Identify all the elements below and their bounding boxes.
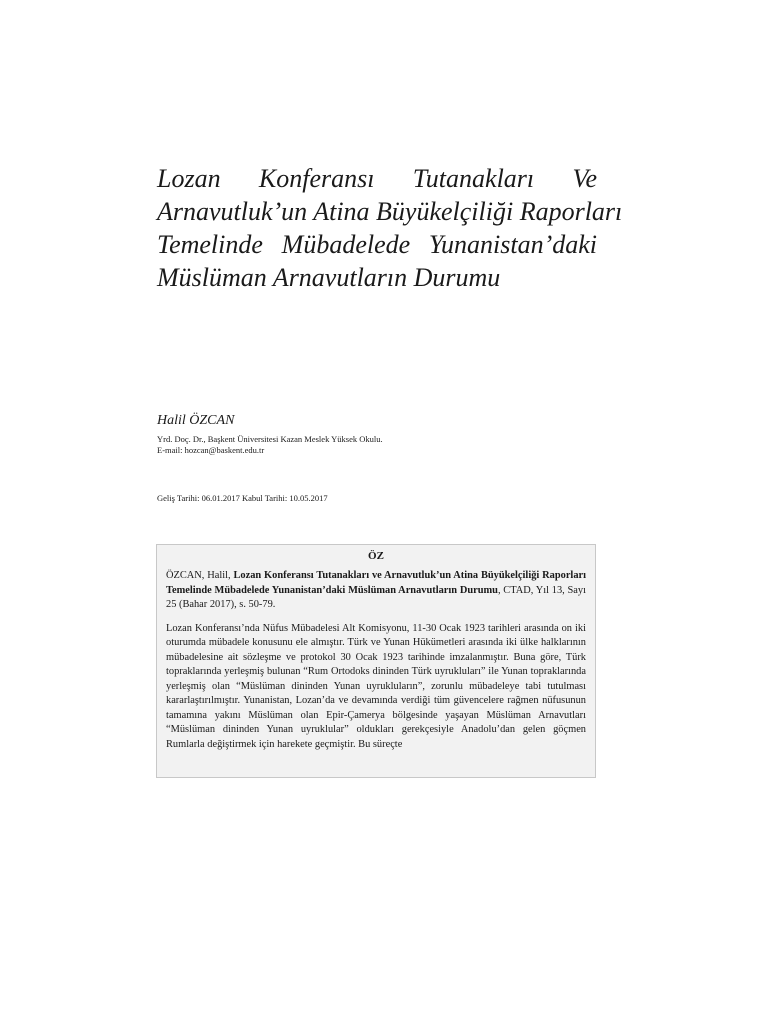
author-block [157,412,597,456]
title-line-2: Arnavutluk’un Atina Büyükelçiliği Raporları [157,197,623,226]
abstract-heading: ÖZ [368,550,384,562]
author-email: E-mail: hozcan@baskent.edu.tr [157,445,265,455]
author-name: Halil ÖZCAN [157,413,235,428]
citation-title: Lozan Konferansı Tutanakları ve Arnavutluk’un Atina Büyükelçiliği Raporları Temelinde Mübadelede Yunanistan’daki Müslüman Arnavutların Durumu [166,570,587,596]
citation-source: , CTAD, Yıl 13, Sayı 25 (Bahar 2017), s. 50-79. [166,584,586,610]
abstract-body: Lozan Konferansı’nda Nüfus Mübadelesi Alt Komisyonu, 11-30 Ocak 1923 tarihleri arasında on iki oturumda mübadele konusunu ele almıştır. Türk ve Yunan Hükümetleri arasında iki ülke halklarının mübadelesine ait sözleşme ve protokol 30 Ocak 1923 tarihinde imzalanmıştır. Buna göre, Türk topraklarında yerleşmiş bulunan “Rum Ortodoks dininden Türk uyrukluları” ile Yunan topraklarında yerleşmiş olan “Müslüman dininden Yunan uyrukluların”, zorunlu mübadeleye tabi tutulması kararlaştırılmıştır. Yunanistan, Lozan’da ve devamında verdiği tüm güvencelere rağmen nüfusunun tamamına yakını Müslüman olan Epir-Çamerya bölgesinde yaşayan Müslüman Arnavutları “Müslüman dininden Yunan uyruklular” oldukları gerekçesiyle Anadolu’dan gelen göçmen Rumlarla değiştirmek için harekete geçmiştir. Bu süreçte [166,622,586,750]
author-affiliation: Yrd. Doç. Dr., Başkent Üniversitesi Kazan Meslek Yüksek Okulu. [157,434,383,444]
citation-author: ÖZCAN, Halil, [166,570,231,581]
title-line-1: Lozan Konferansı Tutanakları Ve [157,164,597,193]
submission-dates: Geliş Tarihi: 06.01.2017 Kabul Tarihi: 10.05.2017 [157,493,328,503]
abstract-box [156,544,596,778]
title-line-3: Temelinde Mübadelede Yunanistan’daki [157,230,597,259]
title-line-4: Müslüman Arnavutların Durumu [157,263,501,292]
citation [166,569,586,613]
article-title [157,162,623,294]
